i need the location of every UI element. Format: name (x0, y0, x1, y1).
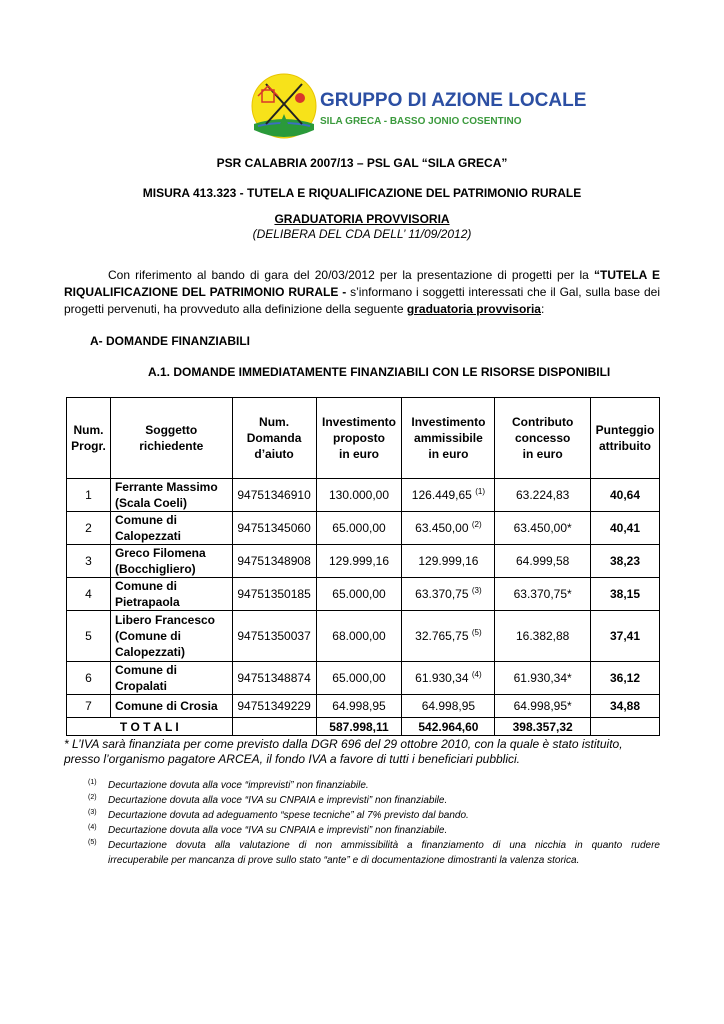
cell-soggetto: Ferrante Massimo (Scala Coeli) (110, 479, 232, 512)
cell-proposto: 65.000,00 (316, 578, 402, 611)
footnotes (88, 778, 660, 868)
ranking-table (66, 397, 660, 736)
totals-proposto: 587.998,11 (316, 718, 402, 736)
cell-ammissibile: 63.450,00 $^{(2)}$ (402, 512, 495, 545)
section-a1-heading: A.1. DOMANDE IMMEDIATAMENTE FINANZIABILI CON LE RISORSE DISPONIBILI (148, 365, 611, 379)
cell-domanda: 94751346910 (232, 479, 316, 512)
cell-contributo: 64.998,95* (495, 695, 591, 718)
cell-domanda: 94751345060 (232, 512, 316, 545)
totals-label: T O T A L I (67, 718, 233, 736)
cell-soggetto: Comune di Cropalati (110, 662, 232, 695)
cell-num: 6 (67, 662, 111, 695)
iva-note (64, 737, 664, 767)
cell-punteggio: 38,15 (591, 578, 660, 611)
footnote (88, 838, 660, 868)
totals-ammissibile: 542.964,60 (402, 718, 495, 736)
cell-soggetto: Comune di Pietrapaola (110, 578, 232, 611)
section-a-heading: A- DOMANDE FINANZIABILI (90, 334, 250, 348)
table-row (67, 695, 660, 718)
footnote-text: Decurtazione dovuta alla valutazione di non ammissibilità a finanziamento di una nicchia in quanto rudere (108, 840, 660, 851)
header-ammissibile: Investimento ammissibile in euro (402, 398, 495, 479)
cell-domanda: 94751348874 (232, 662, 316, 695)
header-contributo: Contributo concesso in euro (495, 398, 591, 479)
cell-soggetto: Greco Filomena (Bocchigliero) (110, 545, 232, 578)
cell-domanda: 94751348908 (232, 545, 316, 578)
logo-subtitle: SILA GRECA - BASSO JONIO COSENTINO (320, 116, 522, 127)
footnote-mark: (5) (88, 839, 97, 846)
cell-contributo: 16.382,88 (495, 611, 591, 662)
cell-proposto: 64.998,95 (316, 695, 402, 718)
cell-ammissibile: 63.370,75 $^{(3)}$ (402, 578, 495, 611)
table-row (67, 512, 660, 545)
totals-contributo: 398.357,32 (495, 718, 591, 736)
cell-punteggio: 38,23 (591, 545, 660, 578)
header-measure: MISURA 413.323 - TUTELA E RIQUALIFICAZIONE DEL PATRIMONIO RURALE (142, 186, 582, 200)
intro-text-3a: progetti pervenuti, ha provveduto alla definizione della seguente (64, 302, 407, 316)
footnote-mark: (2) (88, 794, 97, 801)
cell-soggetto: Libero Francesco (Comune di Calopezzati) (110, 611, 232, 662)
intro-text-3b: graduatoria provvisoria (406, 302, 541, 316)
cell-punteggio: 37,41 (591, 611, 660, 662)
cell-contributo: 63.224,83 (495, 479, 591, 512)
cell-punteggio: 40,64 (591, 479, 660, 512)
table-row (67, 545, 660, 578)
cell-num: 3 (67, 545, 111, 578)
cell-proposto: 68.000,00 (316, 611, 402, 662)
cell-ammissibile: 64.998,95 (402, 695, 495, 718)
cell-contributo: 63.370,75* (495, 578, 591, 611)
table-row (67, 662, 660, 695)
totals-row (67, 718, 660, 736)
logo-name: GRUPPO DI AZIONE LOCALE (320, 90, 587, 111)
totals-empty (232, 718, 316, 736)
cell-num: 1 (67, 479, 111, 512)
footnote (88, 823, 660, 838)
cell-domanda: 94751349229 (232, 695, 316, 718)
cell-proposto: 129.999,16 (316, 545, 402, 578)
cell-soggetto: Comune di Crosia (110, 695, 232, 718)
cell-contributo: 64.999,58 (495, 545, 591, 578)
cell-domanda: 94751350037 (232, 611, 316, 662)
header-proposto: Investimento proposto in euro (316, 398, 402, 479)
cell-ammissibile: 129.999,16 (402, 545, 495, 578)
header-program: PSR CALABRIA 2007/13 – PSL GAL “SILA GRECA” (216, 156, 508, 170)
iva-note-line: * L’IVA sarà finanziata per come previsto dalla DGR 696 del 29 ottobre 2010, con la quale è stato istituito, (64, 737, 623, 751)
cell-contributo: 61.930,34* (495, 662, 591, 695)
footnote-text: Decurtazione dovuta ad adeguamento “spese tecniche” al 7% previsto dal bando. (108, 810, 469, 821)
intro-text-2a: RIQUALIFICAZIONE DEL PATRIMONIO RURALE - (64, 285, 351, 299)
cell-domanda: 94751350185 (232, 578, 316, 611)
table-row (67, 578, 660, 611)
footnote-mark: (1) (88, 779, 97, 786)
table-header-row (67, 398, 660, 479)
header-domanda: Num. Domanda d’aiuto (232, 398, 316, 479)
cell-proposto: 65.000,00 (316, 662, 402, 695)
cell-num: 5 (67, 611, 111, 662)
cell-punteggio: 36,12 (591, 662, 660, 695)
header-soggetto: Soggetto richiedente (110, 398, 232, 479)
header-resolution: (DELIBERA DEL CDA DELL’ 11/09/2012) (252, 227, 472, 241)
cell-ammissibile: 61.930,34 $^{(4)}$ (402, 662, 495, 695)
header-title: GRADUATORIA PROVVISORIA (274, 212, 450, 226)
table-row (67, 611, 660, 662)
intro-text-3c: : (540, 302, 545, 316)
table-row (67, 479, 660, 512)
gal-logo (244, 64, 587, 148)
footnote-text: Decurtazione dovuta alla voce “IVA su CNPAIA e imprevisti” non finanziabile. (108, 825, 448, 836)
intro-paragraph (64, 267, 660, 318)
footnote (88, 778, 660, 793)
cell-proposto: 65.000,00 (316, 512, 402, 545)
intro-text-2b: s’informano i soggetti interessati che il Gal, sulla base dei (350, 285, 661, 299)
totals-empty (591, 718, 660, 736)
footnote-text: Decurtazione dovuta alla voce “IVA su CNPAIA e imprevisti” non finanziabile. (108, 795, 448, 806)
intro-text-1b: “TUTELA E (593, 268, 661, 282)
intro-text-1a: Con riferimento al bando di gara del 20/03/2012 per la presentazione di progetti per la (108, 268, 594, 282)
cell-soggetto: Comune di Calopezzati (110, 512, 232, 545)
footnote-text: Decurtazione dovuta alla voce “imprevisti” non finanziabile. (108, 780, 369, 791)
header-num: Num. Progr. (67, 398, 111, 479)
gal-emblem-icon (244, 64, 587, 148)
footnote-mark: (3) (88, 809, 97, 816)
cell-ammissibile: 32.765,75 $^{(5)}$ (402, 611, 495, 662)
iva-note-line: presso l’organismo pagatore ARCEA, il fondo IVA a favore di tutti i beneficiari pubblici. (64, 752, 521, 766)
cell-contributo: 63.450,00* (495, 512, 591, 545)
cell-ammissibile: 126.449,65 $^{(1)}$ (402, 479, 495, 512)
footnote-mark: (4) (88, 824, 97, 831)
cell-punteggio: 34,88 (591, 695, 660, 718)
cell-num: 4 (67, 578, 111, 611)
cell-proposto: 130.000,00 (316, 479, 402, 512)
cell-num: 2 (67, 512, 111, 545)
cell-num: 7 (67, 695, 111, 718)
cell-punteggio: 40,41 (591, 512, 660, 545)
footnote (88, 808, 660, 823)
footnote (88, 793, 660, 808)
header-punteggio: Punteggio attribuito (591, 398, 660, 479)
footnote-text: irrecuperabile per mancanza di prove sullo stato “ante” e di documentazione dimostranti la valenza storica. (108, 855, 580, 866)
